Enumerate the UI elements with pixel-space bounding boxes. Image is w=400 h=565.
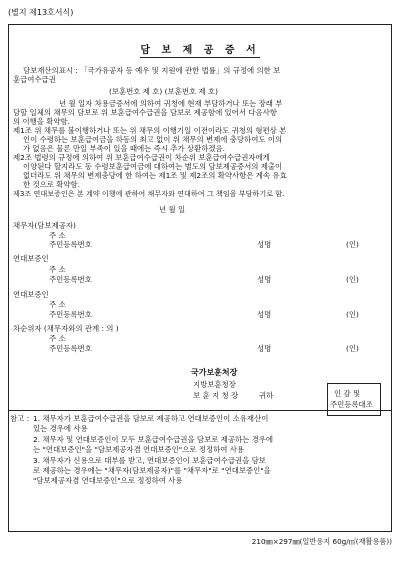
seal-mark: (인) xyxy=(346,240,359,249)
name-label: 성명 xyxy=(257,310,272,319)
note-line: "담보제공자겸 연대보증인"으로 정정하여 사용 xyxy=(33,476,183,485)
paragraph-line: 담할 일체의 채무의 담보로 위 보훈급여수급권을 담보로 제공함에 있어서 다음사항 xyxy=(13,108,277,117)
address-label: 주 소 xyxy=(49,231,66,240)
article-2-cont: 이양된다 할지라도 동 수령보훈급여금에 대하여는 별도의 담보제공증서의 제출이 xyxy=(23,162,283,171)
name-label: 성명 xyxy=(257,275,272,284)
paragraph-line: 의 이행을 확약함. xyxy=(13,117,71,126)
seal-mark: (인) xyxy=(346,275,359,284)
party-role: 연대보증인 xyxy=(13,290,49,299)
paragraph-line: 년 월 일자 차용금증서에 의하여 귀청에 현재 부담하거나 또는 장래 부 xyxy=(59,99,283,108)
address-label: 주 소 xyxy=(49,334,66,343)
name-label: 성명 xyxy=(257,240,272,249)
party-role: 차순위자 (채무자와의 관계 : 의 ) xyxy=(13,324,119,333)
form-number-label: (별지 제13호서식) xyxy=(8,8,74,17)
note-line: 로 제공하는 경우에는 "채무자(담보제공자)"를 "채무자"로 "연대보증인"을 xyxy=(33,466,271,475)
recipient-line-3: 보 훈 지 청 장 xyxy=(193,391,239,400)
note-line: 3. 채무자가 신용으로 대부를 받고, 연대보증인이 보훈급여수급권을 담보 xyxy=(33,456,266,465)
note-line: 1. 채무자가 보훈급여수급권을 담보로 제공하고 연대보증인이 소유재산이 xyxy=(33,414,269,423)
note-line: 있는 경우에 사용 xyxy=(33,424,88,433)
resident-id-label: 주민등록번호 xyxy=(49,310,92,319)
note-line: 는 "연대보증인"을 "담보제공자겸 연대보증인"으로 정정하여 사용 xyxy=(33,445,244,454)
paper-spec: 210㎜×297㎜(일반용지 60g/㎡(재활용품)) xyxy=(251,537,392,546)
resident-id-label: 주민등록번호 xyxy=(49,344,92,353)
recipient-line-1: 국가보훈처장 xyxy=(191,368,238,377)
name-label: 성명 xyxy=(257,344,272,353)
article-2-cont: 한 것으로 확약함. xyxy=(23,180,81,189)
seal-box-line-2: 주민등록대조 xyxy=(330,400,373,409)
note-line: 2. 채무자 및 연대보증인이 모두 보훈급여수급권을 담보로 제공하는 경우에 xyxy=(33,435,274,444)
notes-label: 참고 : xyxy=(10,414,30,423)
seal-verification-box xyxy=(327,383,381,416)
document-title: 담 보 제 공 증 서 xyxy=(140,45,260,56)
address-label: 주 소 xyxy=(49,265,66,274)
collateral-description: 담보재산의표시 : 「국가유공자 등 예우 및 지원에 관한 법률」의 규정에 의한 보 xyxy=(23,66,281,75)
seal-mark: (인) xyxy=(346,310,359,319)
collateral-description-cont: 훈급여수급권 xyxy=(13,75,56,84)
article-1-cont: 가 없음은 물론 만일 부족이 있을 때에는 즉시 추가 상환하겠음. xyxy=(23,144,225,153)
address-label: 주 소 xyxy=(49,300,66,309)
date-line: 년 월 일 xyxy=(159,205,186,214)
resident-id-label: 주민등록번호 xyxy=(49,275,92,284)
recipient-suffix: 귀하 xyxy=(259,391,274,400)
article-1: 제1조 위 채무를 불이행하거나 또는 위 채무의 이행기일 이전이라도 귀청의 형편상 본 xyxy=(13,126,287,135)
article-2-cont: 없더라도 위 채무의 변제충당에 한 하여는 제1조 및 제2조의 확약사항은 계속 유효 xyxy=(23,171,287,180)
party-role: 채무자(담보제공자) xyxy=(13,221,76,230)
document-frame xyxy=(8,24,392,532)
seal-box-line-1: 인 감 및 xyxy=(334,389,361,398)
article-2: 제2조 법령의 규정에 의하여 위 보훈급여수급권이 차순위 보훈급여수급권자에게 xyxy=(13,153,270,162)
seal-mark: (인) xyxy=(346,344,359,353)
recipient-line-2: 지방보훈청장 xyxy=(193,380,236,389)
veteran-numbers: (보훈번호 제 호) (보훈번호 제 호) xyxy=(109,87,218,96)
article-1-cont: 인이 수령하는 보훈급여금을 하등의 최고 없이 위 채무의 변제에 충당하여도 이의 xyxy=(23,135,283,144)
party-role: 연대보증인 xyxy=(13,254,49,263)
article-3: 제3조 연대보증인은 본 계약 이행에 관하여 채무자와 연대하여 그 책임을 부담하기로 함. xyxy=(13,189,285,198)
resident-id-label: 주민등록번호 xyxy=(49,240,92,249)
